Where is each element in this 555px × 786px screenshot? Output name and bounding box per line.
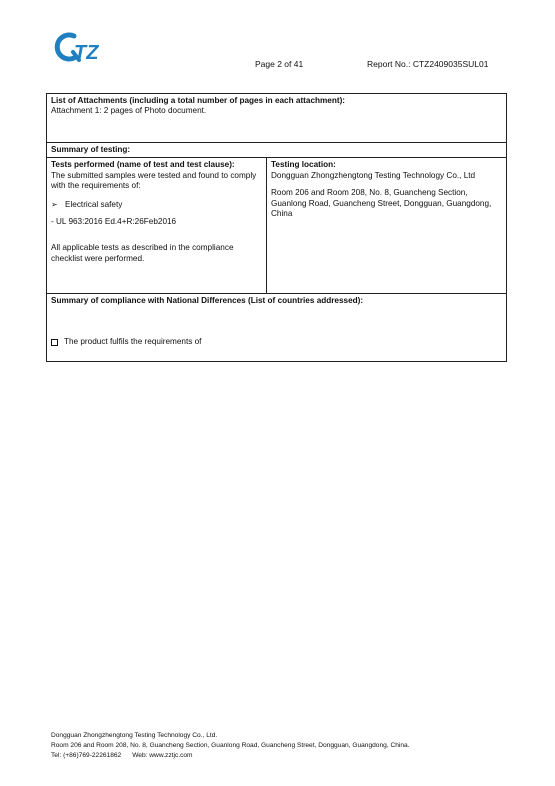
location-name: Dongguan Zhongzhengtong Testing Technology Co., Ltd: [271, 170, 476, 180]
tests-performed-cell: [47, 158, 267, 294]
attachments-heading: List of Attachments (including a total number of pages in each attachment):: [51, 96, 346, 105]
footer-contact: Tel: (+86)769-22261862 Web: www.zztjc.com: [51, 752, 193, 759]
bullet-item: [51, 200, 262, 210]
report-summary-table: [46, 93, 507, 362]
testing-location-cell: [267, 158, 507, 294]
summary-heading: Summary of testing:: [47, 143, 507, 158]
attachments-cell: [47, 94, 507, 143]
bullet-item-label: Electrical safety: [65, 199, 123, 209]
company-logo: [52, 30, 108, 64]
compliance-cell: [47, 294, 507, 362]
standard-reference: - UL 963:2016 Ed.4+R:26Feb2016: [51, 217, 177, 227]
footer-company: Dongguan Zhongzhengtong Testing Technology Co., Ltd.: [51, 732, 218, 739]
page-footer: [51, 731, 410, 761]
all-tests-note: All applicable tests as described in the compliance checklist were performed.: [51, 243, 234, 263]
footer-address: Room 206 and Room 208, No. 8, Guancheng Section, Guanlong Road, Guancheng Street, Dongguan, Guangdong, China.: [51, 742, 410, 749]
tests-intro: The submitted samples were tested and found to comply with the requirements of:: [51, 170, 257, 191]
svg-text:TZ: TZ: [74, 42, 99, 64]
compliance-checkbox-row: [51, 337, 502, 347]
location-address: Room 206 and Room 208, No. 8, Guancheng Section, Guanlong Road, Guancheng Street, Dongguan, Guangdong, China: [271, 188, 492, 219]
arrow-bullet-icon: ➢: [51, 199, 58, 209]
compliance-checkbox-label: The product fulfils the requirements of: [64, 336, 202, 346]
attachment-item: Attachment 1: 2 pages of Photo document.: [51, 106, 207, 116]
page-number: Page 2 of 41: [255, 59, 304, 69]
report-number: Report No.: CTZ2409035SUL01: [367, 59, 489, 69]
compliance-checkbox[interactable]: [51, 339, 58, 346]
tests-heading: Tests performed (name of test and test clause):: [51, 160, 235, 170]
location-heading: Testing location:: [271, 160, 336, 170]
compliance-heading: Summary of compliance with National Differences (List of countries addressed):: [51, 296, 364, 306]
